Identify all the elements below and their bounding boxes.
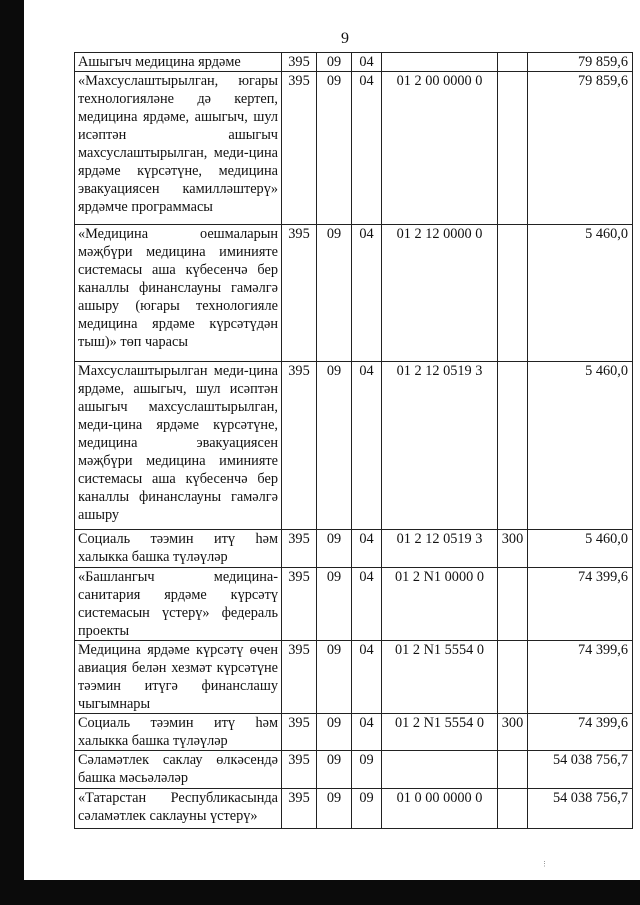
section-code: 09 [317,530,352,568]
expense-type [498,789,528,829]
expense-type [498,751,528,789]
ministry-code: 395 [282,568,317,641]
table-row [75,53,633,72]
target-article: 01 2 N1 5554 0 [382,641,498,714]
scan-speck: ⋮ [541,860,548,868]
ministry-code: 395 [282,53,317,72]
budget-table [74,52,633,829]
amount: 54 038 756,7 [528,751,633,789]
subsection-code: 09 [352,751,382,789]
subsection-code: 04 [352,72,382,225]
subsection-code: 04 [352,53,382,72]
section-code: 09 [317,641,352,714]
section-code: 09 [317,53,352,72]
target-article: 01 0 00 0000 0 [382,789,498,829]
subsection-code: 04 [352,568,382,641]
amount: 5 460,0 [528,225,633,362]
section-code: 09 [317,72,352,225]
section-code: 09 [317,362,352,530]
amount: 79 859,6 [528,72,633,225]
expense-type [498,641,528,714]
expense-type: 300 [498,714,528,751]
row-name: Социаль тәэмин итү һәм халыкка башка түләүләр [75,530,282,568]
target-article: 01 2 12 0519 3 [382,362,498,530]
amount: 5 460,0 [528,530,633,568]
section-code: 09 [317,714,352,751]
table-row [75,530,633,568]
target-article: 01 2 N1 0000 0 [382,568,498,641]
page-number: 9 [341,30,349,47]
ministry-code: 395 [282,225,317,362]
table-row [75,72,633,225]
amount: 79 859,6 [528,53,633,72]
row-name: «Башлангыч медицина-санитария ярдәме күрсәтү системасын үстерү» федераль проекты [75,568,282,641]
target-article [382,53,498,72]
target-article [382,751,498,789]
subsection-code: 09 [352,789,382,829]
table-row [75,568,633,641]
target-article: 01 2 12 0000 0 [382,225,498,362]
amount: 74 399,6 [528,641,633,714]
ministry-code: 395 [282,751,317,789]
amount: 74 399,6 [528,568,633,641]
subsection-code: 04 [352,530,382,568]
amount: 5 460,0 [528,362,633,530]
expense-type [498,72,528,225]
ministry-code: 395 [282,789,317,829]
table-row [75,225,633,362]
scan-bottom-edge [0,880,640,905]
section-code: 09 [317,568,352,641]
table-row [75,714,633,751]
subsection-code: 04 [352,641,382,714]
table-row [75,789,633,829]
table-row [75,751,633,789]
scan-left-edge [0,0,24,905]
expense-type [498,568,528,641]
table-row [75,362,633,530]
expense-type [498,225,528,362]
target-article: 01 2 12 0519 3 [382,530,498,568]
amount: 74 399,6 [528,714,633,751]
expense-type [498,53,528,72]
section-code: 09 [317,225,352,362]
amount: 54 038 756,7 [528,789,633,829]
ministry-code: 395 [282,362,317,530]
row-name: «Медицина оешмаларын мәҗбүри медицина иминияте системасы аша күбесенчә бер каналлы финанслауны гамәлгә ашыру (югары технологияле медицина ярдәме күрсәтүдән тыш)» төп чарасы [75,225,282,362]
ministry-code: 395 [282,641,317,714]
ministry-code: 395 [282,530,317,568]
row-name: Социаль тәэмин итү һәм халыкка башка түләүләр [75,714,282,751]
table-row [75,641,633,714]
row-name: Махсуслаштырылган меди-цина ярдәме, ашыгыч, шул исәптән ашыгыч махсуслаштырылган, меди-цина ярдәме күрсәтүне, медицина эвакуациясен мәҗбүри медицина иминияте системасы аша күбесенчә бер каналлы финанслауны гамәлгә ашыру [75,362,282,530]
section-code: 09 [317,789,352,829]
ministry-code: 395 [282,714,317,751]
row-name: Ашыгыч медицина ярдәме [75,53,282,72]
subsection-code: 04 [352,225,382,362]
target-article: 01 2 N1 5554 0 [382,714,498,751]
section-code: 09 [317,751,352,789]
row-name: Сәламәтлек саклау өлкәсендә башка мәсьәләләр [75,751,282,789]
expense-type [498,362,528,530]
subsection-code: 04 [352,362,382,530]
row-name: «Татарстан Республикасында сәламәтлек саклауны үстерү» [75,789,282,829]
row-name: Медицина ярдәме күрсәтү өчен авиация белән хезмәт күрсәтүне тәэмин итүгә финанслашу чыгымнары [75,641,282,714]
subsection-code: 04 [352,714,382,751]
ministry-code: 395 [282,72,317,225]
target-article: 01 2 00 0000 0 [382,72,498,225]
expense-type: 300 [498,530,528,568]
row-name: «Махсуслаштырылган, югары технологияләне дә кертеп, медицина ярдәме, ашыгыч, шул исәптән ашыгыч махсуслаштырылган, меди-цина ярдәме күрсәтүне, медицина эвакуациясен камилләштерү» ярдәмче программасы [75,72,282,225]
